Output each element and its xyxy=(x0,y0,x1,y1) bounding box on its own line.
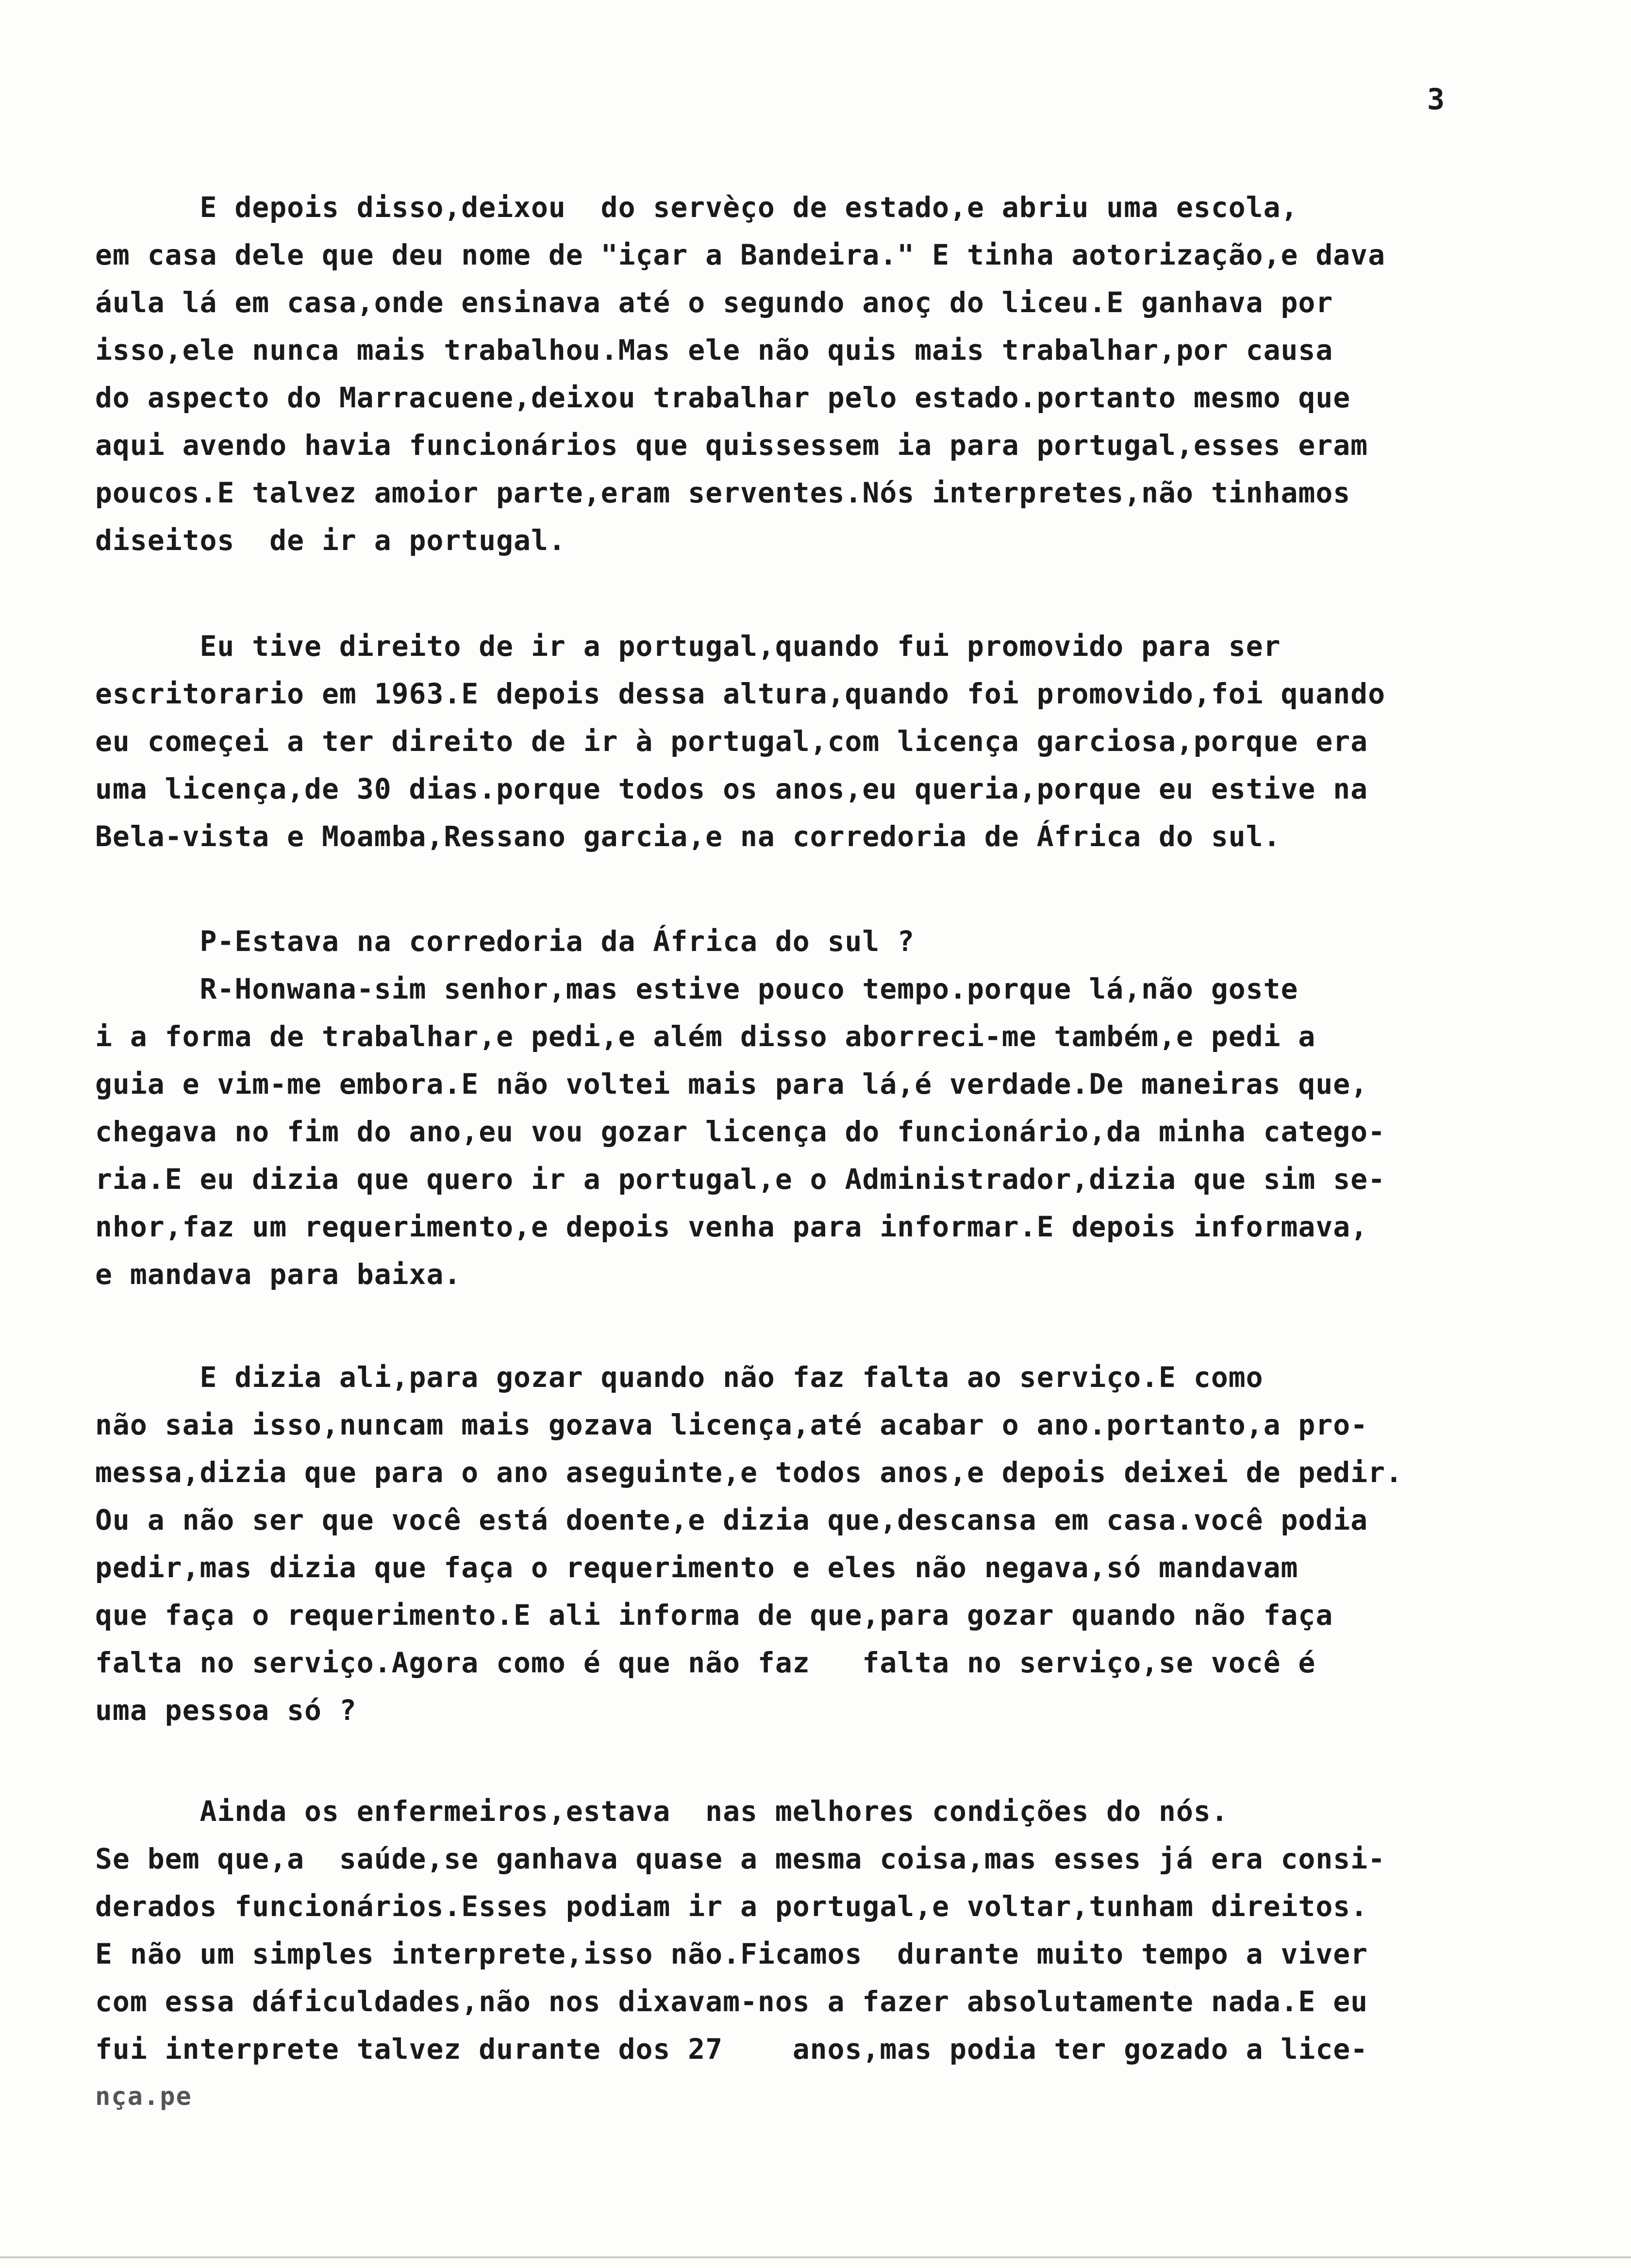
text-line: e mandava para baixa. xyxy=(95,1258,462,1291)
text-line: uma licença,de 30 dias.porque todos os anos,eu queria,porque eu estive na xyxy=(95,772,1368,805)
text-line: fui interprete talvez durante dos 27 anos,mas podia ter gozado a lice- xyxy=(95,2033,1368,2066)
text-line: falta no serviço.Agora como é que não faz falta no serviço,se você é xyxy=(95,1646,1316,1679)
paragraph-2 xyxy=(95,622,1576,860)
text-line: diseitos de ir a portugal. xyxy=(95,524,566,557)
text-line: Eu tive direito de ir a portugal,quando fui promovido para ser xyxy=(95,630,1281,663)
paragraph-5 xyxy=(95,1787,1576,2120)
text-line: Ainda os enfermeiros,estava nas melhores condições do nós. xyxy=(95,1795,1229,1828)
paragraph-3 xyxy=(95,917,1576,1298)
text-line: poucos.E talvez amoior parte,eram serventes.Nós interpretes,não tinhamos xyxy=(95,476,1351,509)
text-line: E dizia ali,para gozar quando não faz falta ao serviço.E como xyxy=(95,1361,1264,1394)
text-line: uma pessoa só ? xyxy=(95,1694,357,1727)
text-line: do aspecto do Marracuene,deixou trabalhar pelo estado.portanto mesmo que xyxy=(95,381,1351,414)
text-line: pedir,mas dizia que faça o requerimento e eles não negava,só mandavam xyxy=(95,1551,1298,1584)
text-line: eu começei a ter direito de ir à portugal,com licença garciosa,porque era xyxy=(95,725,1368,758)
text-line: Ou a não ser que você está doente,e dizia que,descansa em casa.você podia xyxy=(95,1503,1368,1536)
text-line: E não um simples interprete,isso não.Ficamos durante muito tempo a viver xyxy=(95,1937,1368,1970)
paragraph-1 xyxy=(95,183,1576,564)
question-line: P-Estava na corredoria da África do sul ? xyxy=(95,925,915,958)
text-line: que faça o requerimento.E ali informa de que,para gozar quando não faça xyxy=(95,1599,1333,1632)
text-line: messa,dizia que para o ano aseguinte,e todos anos,e depois deixei de pedir. xyxy=(95,1456,1403,1489)
text-line: i a forma de trabalhar,e pedi,e além disso aborreci-me também,e pedi a xyxy=(95,1020,1316,1053)
paragraph-4 xyxy=(95,1353,1576,1734)
page-number: 3 xyxy=(1427,83,1445,117)
text-line: ria.E eu dizia que quero ir a portugal,e o Administrador,dizia que sim se- xyxy=(95,1163,1386,1196)
text-line: com essa dáficuldades,não nos dixavam-nos a fazer absolutamente nada.E eu xyxy=(95,1985,1368,2018)
text-line: não saia isso,nuncam mais gozava licença,até acabar o ano.portanto,a pro- xyxy=(95,1408,1368,1441)
text-line: guia e vim-me embora.E não voltei mais para lá,é verdade.De maneiras que, xyxy=(95,1067,1368,1101)
text-line: Bela-vista e Moamba,Ressano garcia,e na corredoria de África do sul. xyxy=(95,820,1281,853)
page-bottom-edge xyxy=(0,2256,1631,2258)
text-line-faded: nça.pe xyxy=(95,2082,192,2111)
text-line: em casa dele que deu nome de "içar a Bandeira." E tinha aotorização,e dava xyxy=(95,238,1386,271)
text-line: Se bem que,a saúde,se ganhava quase a mesma coisa,mas esses já era consi- xyxy=(95,1842,1386,1875)
answer-line: R-Honwana-sim senhor,mas estive pouco tempo.porque lá,não goste xyxy=(95,972,1298,1005)
text-line: chegava no fim do ano,eu vou gozar licença do funcionário,da minha catego- xyxy=(95,1115,1386,1148)
text-line: isso,ele nunca mais trabalhou.Mas ele não quis mais trabalhar,por causa xyxy=(95,334,1333,367)
text-line: nhor,faz um requerimento,e depois venha para informar.E depois informava, xyxy=(95,1210,1368,1243)
text-line: derados funcionários.Esses podiam ir a portugal,e voltar,tunham direitos. xyxy=(95,1890,1368,1923)
text-line: E depois disso,deixou do servèço de estado,e abriu uma escola, xyxy=(95,191,1298,224)
text-line: aqui avendo havia funcionários que quissessem ia para portugal,esses eram xyxy=(95,429,1368,462)
text-line: escritorario em 1963.E depois dessa altura,quando foi promovido,foi quando xyxy=(95,677,1386,710)
text-line: áula lá em casa,onde ensinava até o segundo anoç do liceu.E ganhava por xyxy=(95,286,1333,319)
